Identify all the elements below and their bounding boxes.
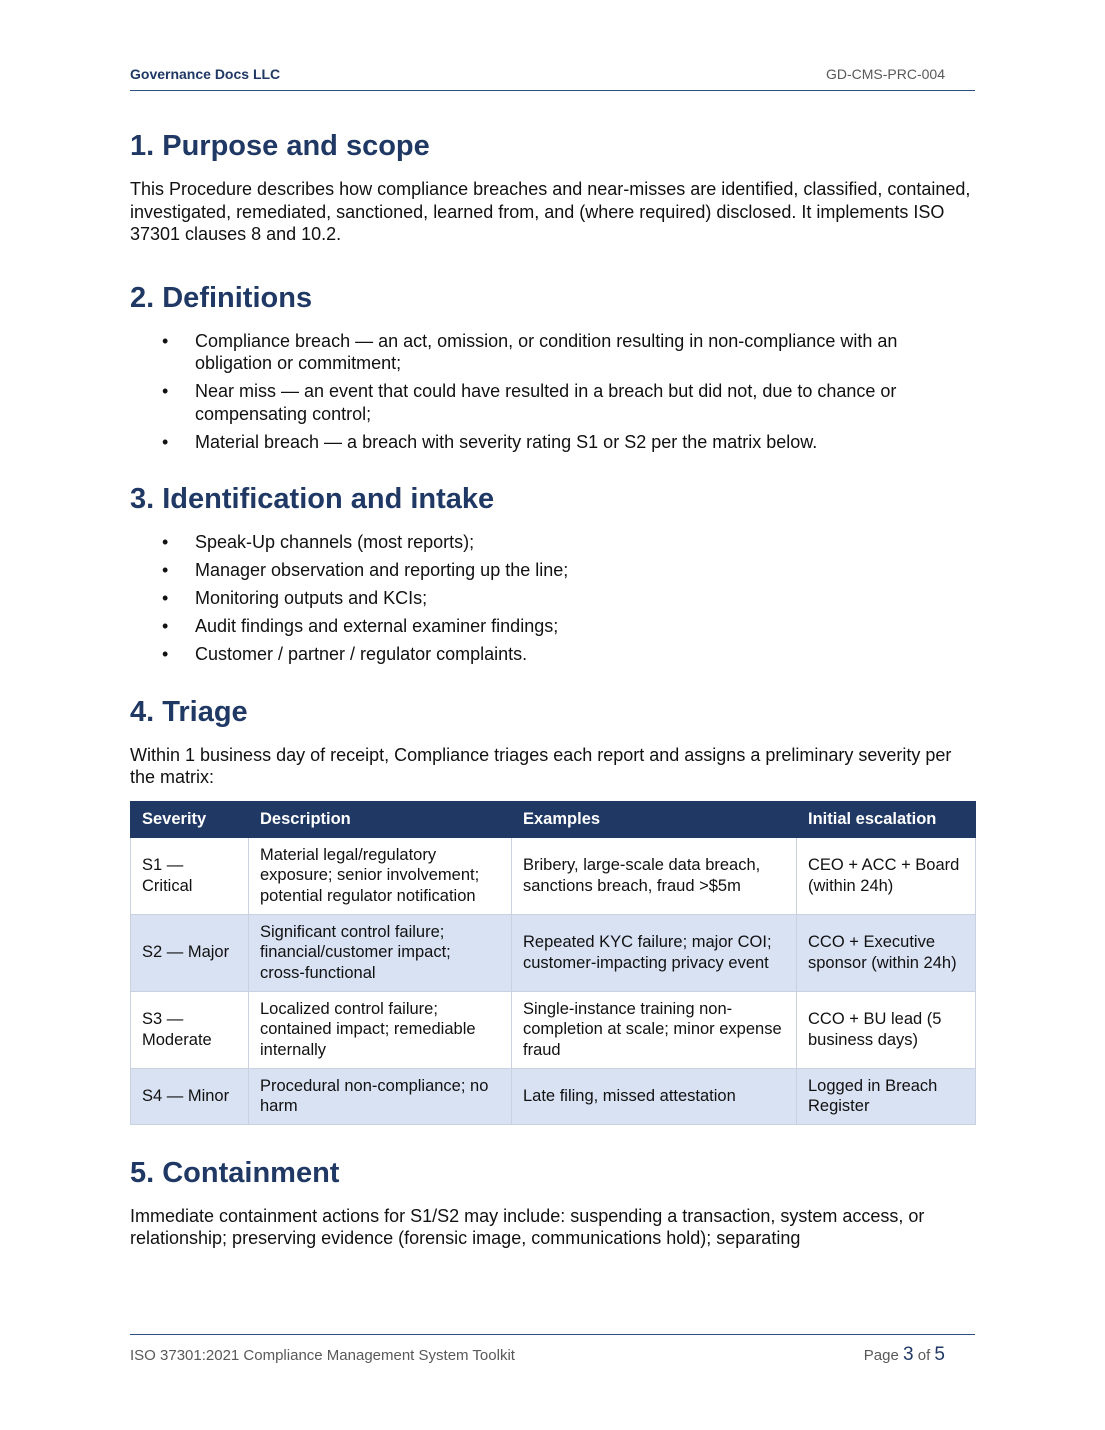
page-footer: [130, 1334, 975, 1365]
intake-channels-list: [130, 531, 975, 666]
table-cell: Logged in Breach Register: [797, 1068, 976, 1124]
page-label: Page: [863, 1347, 899, 1364]
column-header: Initial escalation: [797, 801, 976, 837]
table-cell: Localized control failure; contained impact; remediable internally: [249, 991, 512, 1068]
bullet-icon: •: [162, 381, 169, 401]
bullet-icon: •: [162, 644, 169, 664]
current-page: 3: [902, 1344, 914, 1365]
list-item-text: Monitoring outputs and KCIs;: [195, 588, 428, 608]
table-cell: Procedural non-compliance; no harm: [249, 1068, 512, 1124]
list-item-text: Customer / partner / regulator complaints.: [195, 644, 528, 664]
list-item: [130, 643, 975, 666]
table-cell: S1 — Critical: [131, 837, 249, 914]
table-row: [131, 991, 976, 1068]
column-header: Examples: [512, 801, 797, 837]
purpose-text: This Procedure describes how compliance breaches and near-misses are identified, classified, contained, investigated, remediated, sanctioned, learned from, and (where required) disclosed. It implements ISO 37301 clauses 8 and 10.2.: [130, 179, 971, 244]
section-heading-containment: 5. Containment: [130, 1156, 340, 1189]
list-item: [130, 587, 975, 610]
document-id: GD-CMS-PRC-004: [825, 66, 945, 82]
section-heading-definitions: 2. Definitions: [130, 281, 313, 314]
document-body: [130, 128, 975, 1284]
bullet-icon: •: [162, 330, 169, 351]
column-header: Description: [249, 801, 512, 837]
table-cell: Repeated KYC failure; major COI; customer-impacting privacy event: [512, 914, 797, 991]
table-cell: CCO + Executive sponsor (within 24h): [797, 914, 976, 991]
section-heading-identification: 3. Identification and intake: [130, 483, 495, 515]
table-cell: Single-instance training non-completion at scale; minor expense fraud: [512, 991, 797, 1068]
bullet-icon: •: [162, 616, 169, 636]
table-header-row: [131, 801, 976, 837]
list-item-text: Compliance breach — an act, omission, or condition resulting in non-compliance with an obligation or commitment;: [195, 330, 898, 373]
bullet-icon: •: [162, 588, 169, 608]
table-row: [131, 837, 976, 914]
list-item: [130, 531, 975, 554]
containment-text: Immediate containment actions for S1/S2 may include: suspending a transaction, system access, or relationship; preserving evidence (forensic image, communications hold); separating: [130, 1205, 925, 1248]
section-heading-triage: 4. Triage: [130, 695, 248, 728]
list-item: [130, 431, 975, 454]
of-label: of: [917, 1347, 931, 1364]
list-item-text: Near miss — an event that could have resulted in a breach but did not, due to chance or compensating control;: [195, 381, 897, 424]
list-item: [130, 330, 975, 375]
table-cell: CCO + BU lead (5 business days): [797, 991, 976, 1068]
section-heading-purpose: 1. Purpose and scope: [130, 130, 430, 162]
triage-text: Within 1 business day of receipt, Compliance triages each report and assigns a preliminary severity per the matrix:: [130, 744, 952, 787]
table-row: [131, 1068, 976, 1124]
table-cell: S4 — Minor: [131, 1068, 249, 1124]
table-cell: S3 — Moderate: [131, 991, 249, 1068]
table-cell: Late filing, missed attestation: [512, 1068, 797, 1124]
table-cell: Bribery, large-scale data breach, sanctions breach, fraud >$5m: [512, 837, 797, 914]
table-row: [131, 914, 976, 991]
table-cell: Significant control failure; financial/customer impact; cross-functional: [249, 914, 512, 991]
definitions-list: [130, 330, 975, 454]
company-name: Governance Docs LLC: [130, 66, 281, 82]
total-pages: 5: [934, 1344, 945, 1365]
table-cell: CEO + ACC + Board (within 24h): [797, 837, 976, 914]
column-header: Severity: [131, 801, 249, 837]
list-item-text: Material breach — a breach with severity rating S1 or S2 per the matrix below.: [195, 431, 818, 452]
list-item: [130, 615, 975, 638]
bullet-icon: •: [162, 560, 169, 580]
list-item: [130, 559, 975, 582]
page-number: [864, 1344, 945, 1366]
list-item-text: Speak-Up channels (most reports);: [195, 532, 475, 552]
list-item-text: Manager observation and reporting up the line;: [195, 560, 569, 580]
list-item: [130, 380, 975, 425]
list-item-text: Audit findings and external examiner findings;: [195, 616, 559, 636]
footer-title: ISO 37301:2021 Compliance Management System Toolkit: [130, 1347, 515, 1364]
bullet-icon: •: [162, 532, 169, 552]
severity-matrix-table: [130, 801, 976, 1125]
page-header: [130, 64, 975, 91]
table-cell: Material legal/regulatory exposure; senior involvement; potential regulator notification: [249, 837, 512, 914]
table-cell: S2 — Major: [131, 914, 249, 991]
bullet-icon: •: [162, 431, 169, 452]
